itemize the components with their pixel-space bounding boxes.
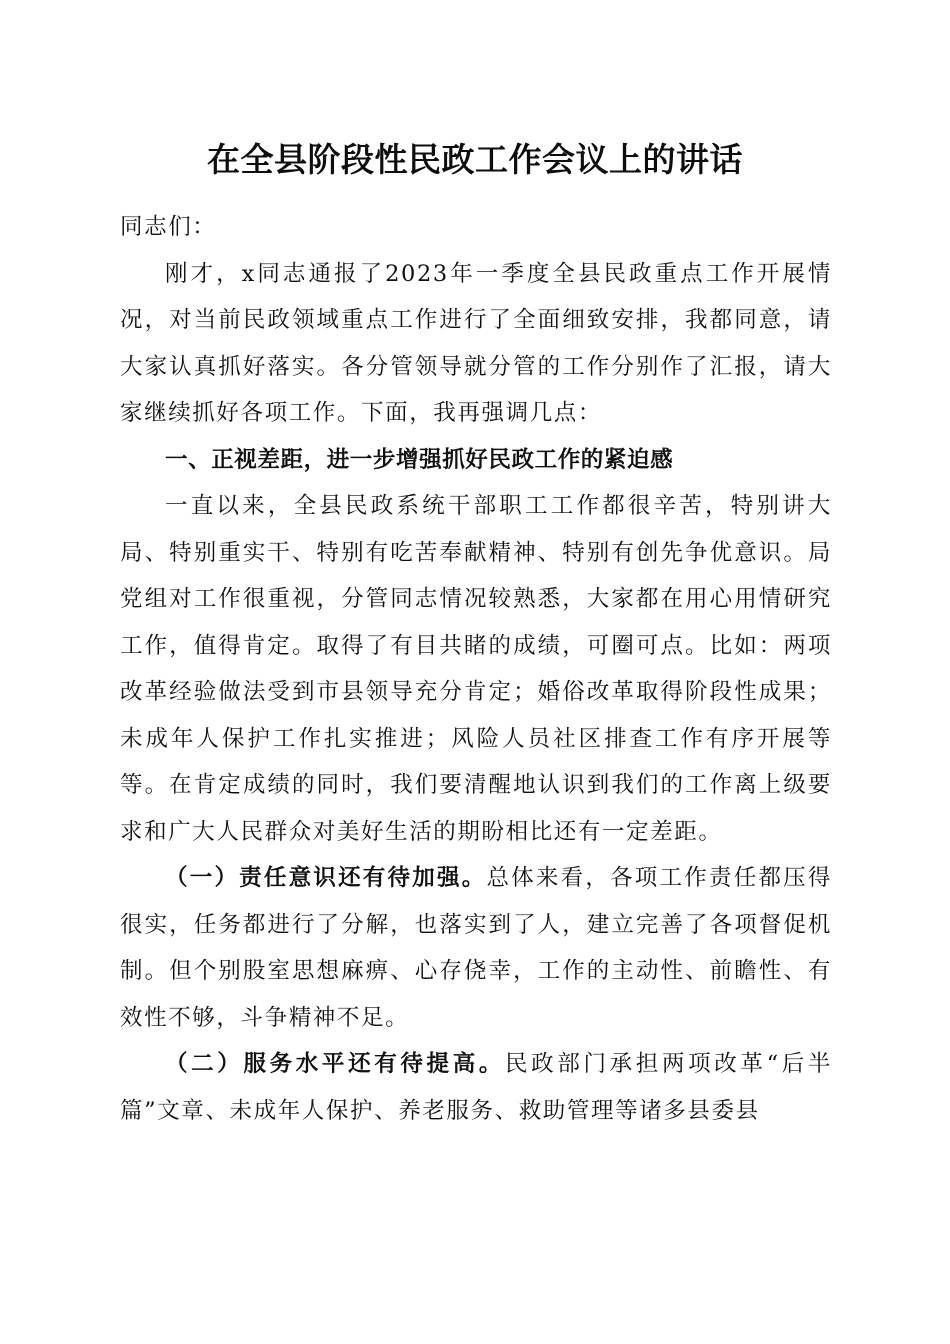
section-heading-1: 一、正视差距，进一步增强抓好民政工作的紧迫感 — [165, 446, 674, 473]
subsection-2-lead: （二）服务水平还有待提高。 — [165, 1051, 506, 1077]
document-body — [120, 204, 832, 1134]
salutation: 同志们： — [120, 214, 217, 240]
subsection-2-paragraph — [120, 1041, 832, 1134]
subsection-1-lead: （一）责任意识还有待加强。 — [165, 865, 487, 891]
subsection-1-paragraph — [120, 855, 832, 1041]
subsection-1-text: 总体来看，各项工作责任都压得很实，任务都进行了分解，也落实到了人，建立完善了各项督促机制。但个别股室思想麻痹、心存侥幸，工作的主动性、前瞻性、有效性不够，斗争精神不足。 — [120, 865, 832, 1031]
subsection-2-text: 民政部门承担两项改革“后半篇”文章、未成年人保护、养老服务、救助管理等诸多县委县 — [120, 1051, 832, 1124]
section-1-paragraph: 一直以来，全县民政系统干部职工工作都很辛苦，特别讲大局、特别重实干、特别有吃苦奉献精神、特别有创先争优意识。局党组对工作很重视，分管同志情况较熟悉，大家都在用心用情研究工作，值得肯定。取得了有目共睹的成绩，可圈可点。比如：两项改革经验做法受到市县领导充分肯定；婚俗改革取得阶段性成果；未成年人保护工作扎实推进；风险人员社区排查工作有序开展等等。在肯定成绩的同时，我们要清醒地认识到我们的工作离上级要求和广大人民群众对美好生活的期盼相比还有一定差距。 — [120, 493, 832, 845]
document-title: 在全县阶段性民政工作会议上的讲话 — [207, 140, 743, 179]
intro-paragraph: 刚才，x同志通报了2023年一季度全县民政重点工作开展情况，对当前民政领域重点工作进行了全面细致安排，我都同意，请大家认真抓好落实。各分管领导就分管的工作分别作了汇报，请大家继续抓好各项工作。下面，我再强调几点： — [120, 260, 832, 426]
